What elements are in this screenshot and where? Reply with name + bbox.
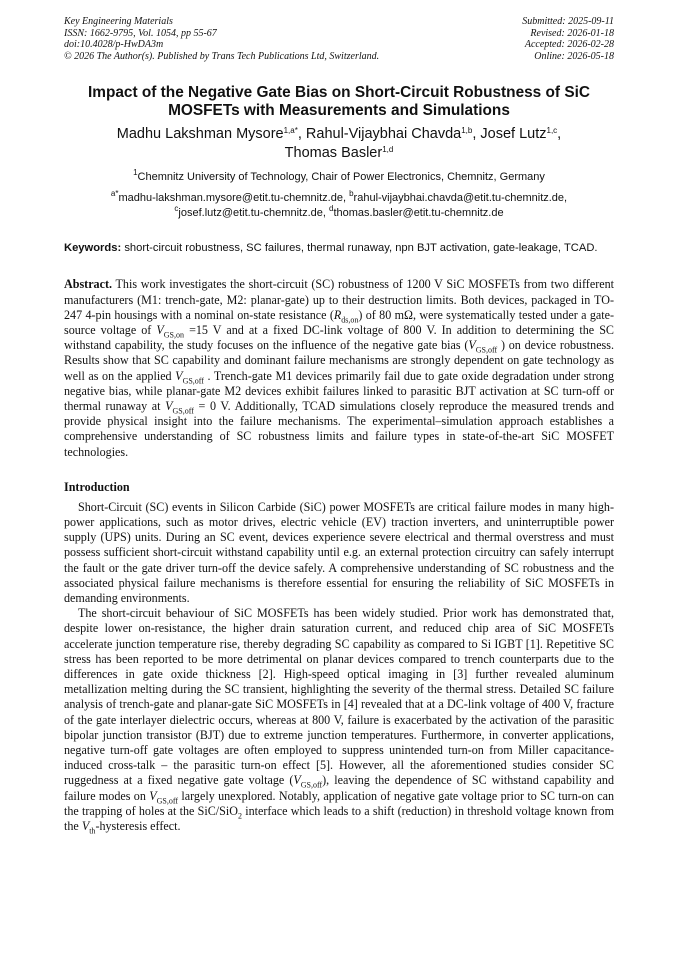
keywords-text: short-circuit robustness, SC failures, thermal runaway, npn BJT activation, gate-leakage, TCAD.: [124, 242, 598, 255]
symbol-v: V: [175, 368, 183, 383]
author-affiliation-mark: 1,d: [382, 145, 394, 155]
symbol-v: V: [468, 338, 476, 353]
abstract-text: =15 V and at a fixed DC-link voltage of 800 V. In addition to determining the SC withstand capability, the study focuses on the influence of the negative gate bias (: [64, 322, 614, 353]
doi: doi:10.4028/p-HwDA3m: [64, 39, 164, 51]
email-mark: d: [328, 204, 334, 214]
author-name: Madhu Lakshman Mysore: [116, 126, 284, 143]
submitted-date: Submitted: 2025-09-11: [522, 16, 614, 27]
email-list: [64, 191, 614, 221]
online-date: Online: 2026-05-18: [534, 50, 614, 62]
dates-info: [522, 16, 614, 62]
symbol-v: V: [149, 788, 157, 803]
paper-title: [64, 84, 614, 120]
email-mark: b: [349, 189, 354, 199]
copyright: © 2026 The Author(s). Published by Trans Tech Publications Ltd, Switzerland.: [64, 50, 380, 62]
keywords: [64, 241, 614, 255]
journal-info: [64, 16, 379, 62]
paragraph-text: ), leaving the dependence of SC withstand capability and failure modes on: [64, 773, 614, 803]
email-address: josef.lutz@etit.tu-chemnitz.de,: [178, 207, 326, 220]
email-mark: a*: [110, 189, 119, 199]
subscript: GS,off: [475, 345, 498, 355]
intro-paragraph-2: [64, 606, 614, 834]
abstract-text: = 0 V. Additionally, TCAD simulations closely reproduce the measured trends and provide physical insight into the failure mechanisms. The experimental–simulation approach establishes a comprehensive understanding of SC robustness limits and failure types in state-of-the-art SiC MOSFET technologies.: [64, 399, 615, 459]
affiliation-mark: 1: [133, 168, 138, 178]
accepted-date: Accepted: 2026-02-28: [524, 39, 614, 51]
section-heading-introduction: Introduction: [64, 479, 130, 494]
symbol-r: R: [333, 307, 342, 322]
author-separator: ,: [297, 126, 306, 143]
paragraph-text: The short-circuit behaviour of SiC MOSFETs has been widely studied. Prior work has demonstrated that, despite lower on-resistance, the higher drain saturation current, and reduced chip area of SiC MOSFETs accelerate junction temperature rise, thereby degrading SC capability as compared to Si IGBT [1]. Repetitive SC stress has been reported to be more detrimental on planar devices compared to trench counterparts due to the differences in gate oxide thickness [2]. High-speed optical imaging in [3] further revealed aluminum metallization melting during the SC transient, highlighting the severity of the thermal stress. Detailed SC failure analysis of trench-gate and planar-gate SiC MOSFETs in [4] revealed that at a DC-link voltage of 400 V, fracture of the gate interlayer dielectric occurs, whereas at 800 V, failure is exacerbated by the activation of the parasitic bipolar junction transistor (BJT) due to extreme junction temperatures. Furthermore, in converter applications, negative turn-off gate voltages are often employed to suppress unintended turn-on from Miller capacitance-induced cross-talk – the parasitic turn-on effect [5]. However, all the aforementioned studies consider SC ruggedness at a fixed negative gate voltage (: [64, 606, 614, 788]
keywords-label: Keywords:: [64, 242, 122, 255]
author-name: Rahul-Vijaybhai Chavda: [305, 126, 462, 143]
abstract-text: ) of 80 mΩ, were systematically tested under a gate-source voltage of: [64, 307, 614, 337]
subscript: 2: [237, 811, 242, 821]
title-line-1: Impact of the Negative Gate Bias on Short-Circuit Robustness of SiC: [88, 84, 590, 102]
subscript: ds,on: [341, 315, 359, 325]
email-mark: c: [174, 204, 179, 214]
subscript: th: [89, 826, 96, 836]
abstract-text: . Trench-gate M1 devices primarily fail due to gate oxide degradation under strong negative bias, while planar-gate M2 devices exhibit failures linked to parasitic BJT activation at SC turn-off or thermal runaway at: [64, 368, 614, 413]
author-affiliation-mark: 1,a*: [283, 126, 298, 136]
subscript: GS,off: [182, 376, 204, 385]
affiliation: [64, 170, 614, 184]
author-separator: ,: [557, 126, 562, 143]
affiliation-text: Chemnitz University of Technology, Chair of Power Electronics, Chemnitz, Germany: [137, 171, 545, 184]
author-affiliation-mark: 1,c: [546, 126, 558, 136]
subscript: GS,off: [156, 796, 179, 806]
email-address: madhu-lakshman.mysore@etit.tu-chemnitz.de,: [118, 192, 347, 205]
author-separator: ,: [472, 126, 481, 143]
subscript: GS,on: [163, 330, 185, 340]
author-name: Josef Lutz: [480, 126, 547, 143]
abstract: [64, 277, 614, 459]
symbol-v: V: [156, 322, 164, 337]
symbol-v: V: [293, 773, 301, 788]
symbol-v: V: [165, 399, 173, 413]
title-line-2: MOSFETs with Measurements and Simulations: [168, 102, 510, 120]
email-address: thomas.basler@etit.tu-chemnitz.de: [333, 207, 504, 220]
journal-name: Key Engineering Materials: [64, 16, 173, 27]
revised-date: Revised: 2026-01-18: [530, 27, 614, 39]
paragraph-text: interface which leads to a shift (reduction) in threshold voltage known from the: [64, 803, 615, 834]
paragraph-text: largely unexplored. Notably, application of negative gate voltage prior to SC turn-on can the trapping of holes at the SiC/SiO: [64, 788, 614, 818]
abstract-text: ) on device robustness. Results show that SC capability and dominant failure mechanisms are strongly dependent on gate technology as well as on the applied: [64, 338, 614, 383]
paragraph-text: -hysteresis effect.: [95, 819, 181, 834]
abstract-text: This work investigates the short-circuit (SC) robustness of 1200 V SiC MOSFETs from two different manufacturers (M1: trench-gate, M2: planar-gate) up to their destruction limits. Both devices, packaged in TO-247 4-pin housings with a nominal on-state resistance (: [64, 277, 614, 322]
subscript: GS,off: [172, 406, 194, 416]
issn: ISSN: 1662-9795, Vol. 1054, pp 55-67: [64, 27, 217, 39]
intro-paragraph-1: Short-Circuit (SC) events in Silicon Carbide (SiC) power MOSFETs are critical failure modes in many high-power applications, such as motor drives, electric vehicle (EV) traction inverters, and uninterruptible power supply (UPS) units. During an SC event, devices experience severe electrical and thermal overstress and must possess sufficient short-circuit withstand capability until e.g. an external protection circuitry can safely interrupt the fault or the gate driver turn-off the device safely. A comprehensive understanding of SC robustness and the associated physical failure mechanisms is therefore essential for ensuring the reliability of SiC MOSFETs in demanding environments.: [64, 499, 614, 606]
author-list: [64, 125, 614, 163]
header-meta: [64, 16, 614, 62]
subscript: GS,off: [300, 780, 323, 790]
author-affiliation-mark: 1,b: [461, 126, 473, 136]
abstract-label: Abstract.: [64, 277, 113, 292]
email-address: rahul-vijaybhai.chavda@etit.tu-chemnitz.de,: [353, 192, 568, 205]
author-name: Thomas Basler: [284, 145, 383, 162]
symbol-v: V: [81, 819, 90, 834]
